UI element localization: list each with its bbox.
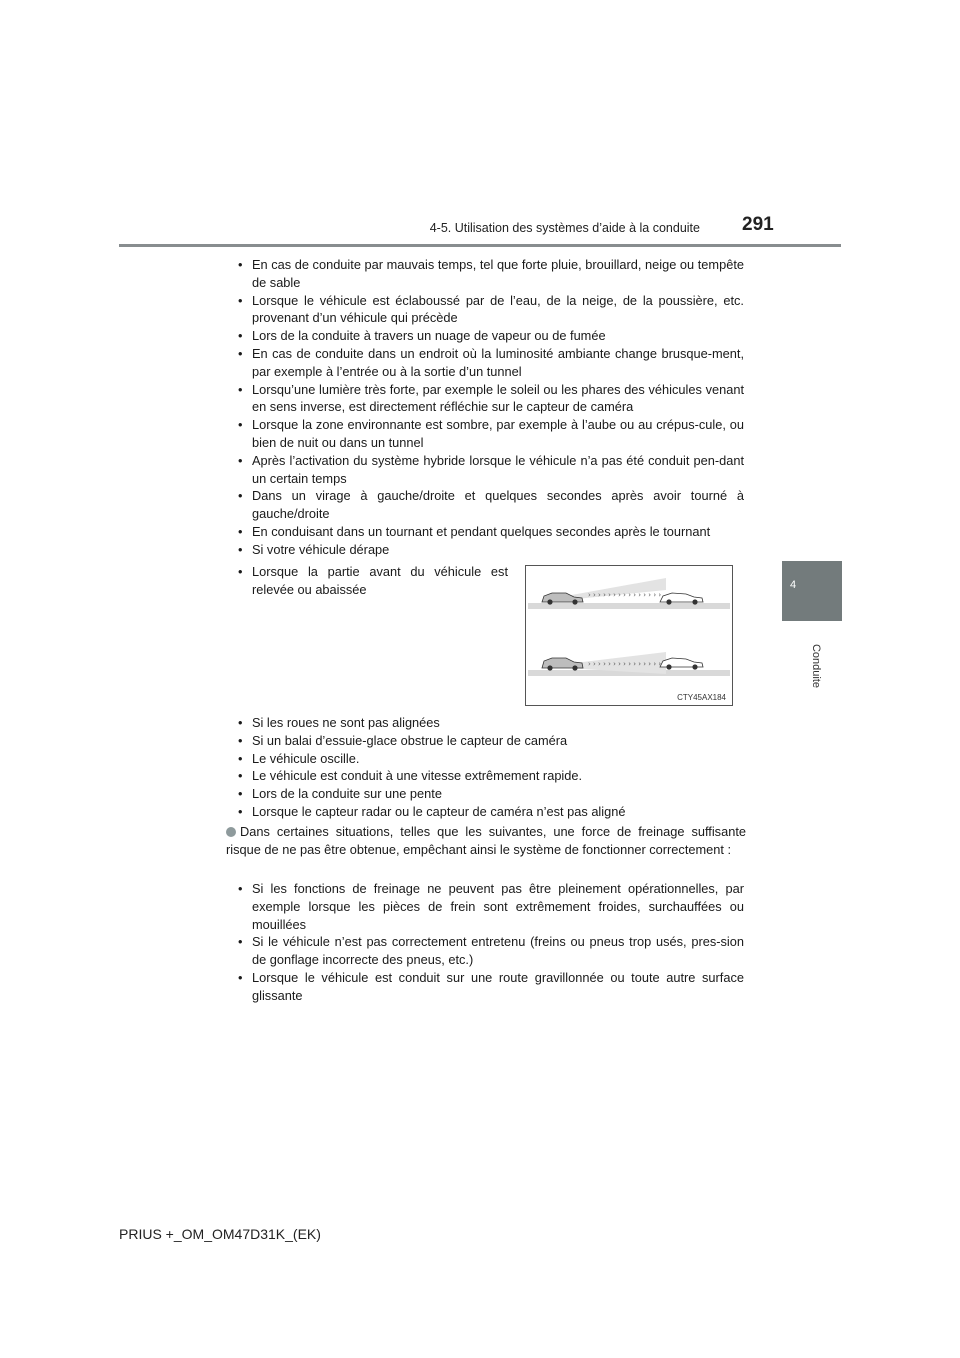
list-item	[238, 523, 744, 541]
header-divider	[119, 244, 841, 247]
footer-document-code: PRIUS +_OM_OM47D31K_(EK)	[119, 1226, 321, 1242]
road-top	[528, 603, 730, 609]
list-item-text: En cas de conduite par mauvais temps, tel que forte pluie, brouillard, neige ou tempête de sable	[252, 257, 744, 290]
braking-paragraph	[226, 823, 746, 859]
bullet-icon: •	[238, 523, 243, 539]
bullet-icon: •	[238, 881, 243, 896]
bullet-icon: •	[238, 488, 243, 504]
condition-list-braking	[238, 880, 744, 1005]
list-item-text: Si les fonctions de freinage ne peuvent pas être pleinement opérationnelles, par exemple lorsque les pièces de frein sont extrêmement froides, surchauffées ou mouillées	[252, 881, 744, 932]
page-number: 291	[742, 214, 774, 235]
bullet-icon: •	[238, 417, 243, 433]
header-section-title: 4-5. Utilisation des systèmes d’aide à la conduite	[429, 221, 700, 235]
bullet-icon: •	[238, 328, 243, 344]
list-item-text: En conduisant dans un tournant et pendant quelques secondes après le tournant	[252, 523, 711, 539]
list-item-text: Lors de la conduite à travers un nuage de vapeur ou de fumée	[252, 328, 606, 344]
list-item	[238, 416, 744, 452]
list-item-text: Lorsque le véhicule est éclaboussé par de l’eau, de la neige, de la poussière, etc. provenant d’un véhicule qui précède	[252, 292, 744, 326]
bullet-icon: •	[238, 292, 243, 308]
bullet-icon: •	[238, 768, 243, 784]
list-item-text: Lorsque la zone environnante est sombre, par exemple à l’aube ou au crépus-cule, ou bien de nuit ou dans un tunnel	[252, 417, 744, 450]
bullet-icon: •	[238, 715, 243, 730]
list-item	[238, 345, 744, 381]
list-item-text: Si les roues ne sont pas alignées	[252, 715, 440, 730]
list-item-text: Lorsqu’une lumière très forte, par exemple le soleil ou les phares des véhicules venant en sens inverse, est directement réfléchie sur le capteur de caméra	[252, 381, 744, 415]
chapter-label: Conduite	[810, 643, 822, 689]
list-item	[238, 803, 744, 821]
list-item	[238, 563, 508, 599]
bullet-icon: •	[238, 257, 243, 272]
chapter-tab[interactable]	[782, 561, 842, 621]
list-item	[238, 327, 744, 345]
list-item-text: Lorsque le capteur radar ou le capteur de caméra n’est pas aligné	[252, 803, 626, 819]
list-item-text: En cas de conduite dans un endroit où la luminosité ambiante change brusque-ment, par exemple à l’entrée ou à la sortie d’un tunnel	[252, 345, 744, 379]
bullet-icon: •	[238, 732, 243, 748]
list-item-text: Si un balai d’essuie-glace obstrue le capteur de caméra	[252, 732, 568, 748]
list-item	[238, 381, 744, 417]
list-item-text: Si le véhicule n’est pas correctement entretenu (freins ou pneus trop usés, pres-sion de gonflage incorrecte des pneus, etc.)	[252, 934, 744, 968]
bullet-icon: •	[238, 381, 243, 397]
list-item-text: Lorsque le véhicule est conduit sur une route gravillonnée ou toute autre surface glissante	[252, 969, 744, 1003]
car-icon	[660, 658, 703, 670]
bullet-icon: •	[238, 786, 243, 802]
illustration-drawing	[526, 566, 732, 705]
list-item	[238, 256, 744, 292]
list-item	[238, 732, 744, 750]
chapter-number: 4	[790, 579, 797, 591]
list-item-text: Après l’activation du système hybride lorsque le véhicule n’a pas été conduit pen-dant un certain temps	[252, 452, 744, 486]
bullet-icon: •	[238, 934, 243, 950]
bullet-icon: •	[238, 564, 243, 579]
list-item	[238, 292, 744, 328]
list-item-text: Lorsque la partie avant du véhicule est relevée ou abaissée	[252, 564, 508, 597]
radar-arrows-bottom: › › › › › › › › › › › › › › ›	[588, 660, 662, 668]
bullet-icon: •	[238, 803, 243, 819]
list-item	[238, 714, 744, 732]
car-icon	[542, 658, 583, 671]
radar-arrows-top: › › › › › › › › › › › › › › ›	[588, 591, 662, 599]
list-item-text: Lors de la conduite sur une pente	[252, 786, 442, 802]
illustration-vehicle-pitch	[525, 565, 733, 706]
bullet-icon: •	[238, 345, 243, 361]
condition-list-vehicle-front	[238, 563, 508, 599]
car-icon	[660, 593, 703, 605]
list-item	[238, 785, 744, 803]
list-item	[238, 767, 744, 785]
list-item-text: Si votre véhicule dérape	[252, 541, 390, 557]
braking-paragraph-text: Dans certaines situations, telles que les suivantes, une force de freinage suffisante risque de ne pas être obtenue, empêchant ainsi le système de fonctionner correctement :	[226, 824, 746, 857]
list-item	[238, 541, 744, 559]
bullet-icon: •	[238, 750, 243, 766]
list-item-text: Dans un virage à gauche/droite et quelques secondes après avoir tourné à gauche/droite	[252, 488, 744, 522]
condition-list-weather	[238, 256, 744, 559]
list-item	[238, 933, 744, 969]
bullet-icon: •	[238, 541, 243, 557]
bullet-icon: •	[238, 452, 243, 468]
list-item-text: Le véhicule oscille.	[252, 750, 360, 766]
list-item	[238, 969, 744, 1005]
list-item	[238, 750, 744, 768]
list-item-text: Le véhicule est conduit à une vitesse extrêmement rapide.	[252, 768, 583, 784]
section-bullet-icon	[226, 827, 236, 837]
list-item	[238, 487, 744, 523]
bullet-icon: •	[238, 969, 243, 985]
list-item	[238, 452, 744, 488]
figure-code: CTY45AX184	[677, 693, 726, 702]
list-item	[238, 880, 744, 933]
condition-list-alignment	[238, 714, 744, 821]
